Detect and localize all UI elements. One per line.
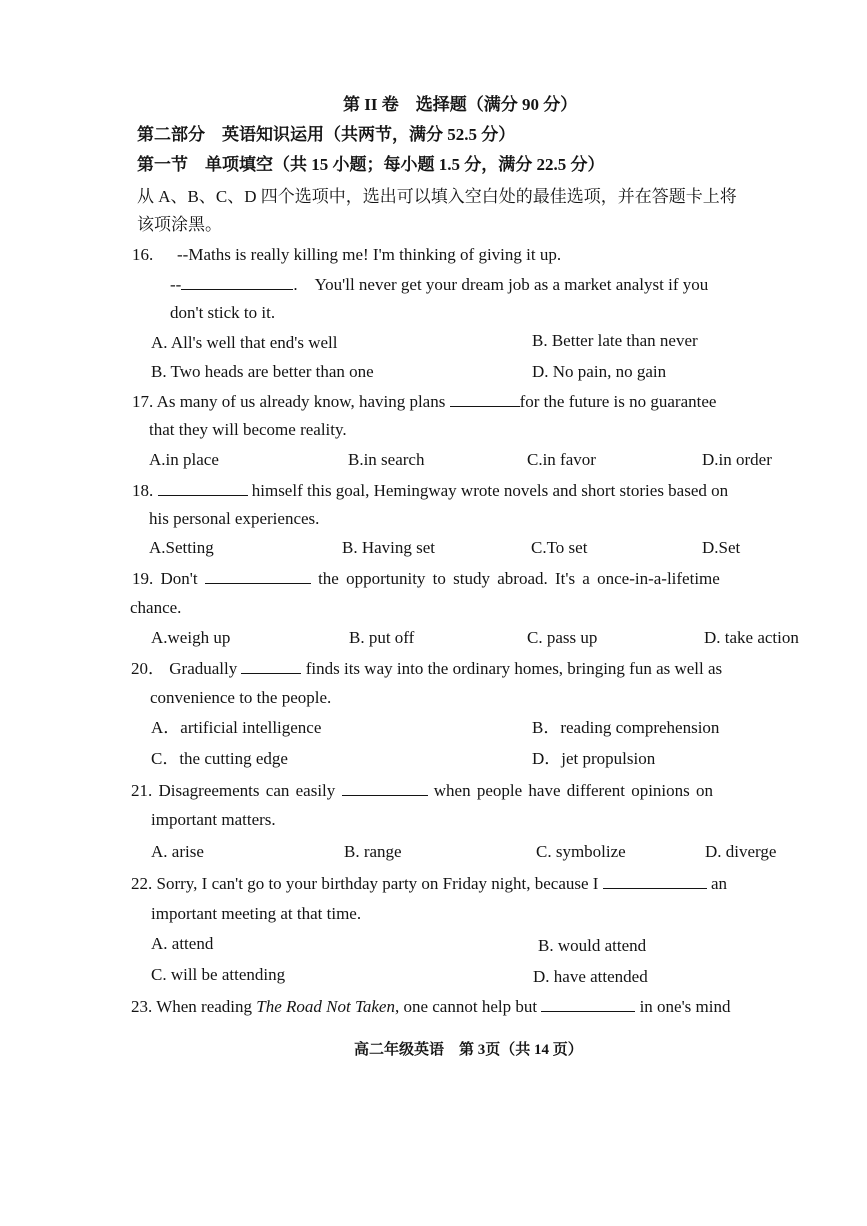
option-c: C.To set — [531, 538, 588, 557]
question-text: himself this goal, Hemingway wrote novels and short stories based on — [251, 481, 729, 500]
option-c: C.in favor — [527, 450, 596, 469]
question-number: 20． — [131, 659, 165, 678]
option-b: B. range — [344, 842, 402, 861]
answer-blank — [241, 657, 301, 674]
question-number: 21. — [131, 781, 153, 800]
question-text: the opportunity to study abroad. It's a once-in-a-lifetime — [318, 569, 720, 588]
answer-blank — [158, 479, 248, 496]
option-c: C. will be attending — [151, 965, 286, 984]
question-text: finds its way into the ordinary homes, bringing fun as well as — [305, 659, 723, 678]
question-stem-line2: that they will become reality. — [149, 420, 347, 439]
question-stem: --Maths is really killing me! I'm thinking of giving it up. — [177, 245, 562, 264]
question-number: 17. — [132, 392, 154, 411]
answer-blank — [205, 567, 311, 584]
question-stem-line2: important meeting at that time. — [151, 904, 362, 923]
question-text: Don't — [160, 569, 198, 588]
option-b: B.in search — [348, 450, 425, 469]
question-text: . You'll never get your dream job as a market analyst if you — [293, 275, 709, 294]
question-stem-line3: don't stick to it. — [170, 303, 276, 322]
question-number: 18. — [132, 481, 154, 500]
option-a: A．artificial intelligence — [151, 718, 322, 737]
option-d: D．jet propulsion — [532, 749, 656, 768]
question-number: 23. — [131, 997, 153, 1016]
option-d: D.Set — [702, 538, 741, 557]
question-text: When reading — [156, 997, 257, 1016]
question-stem — [131, 872, 727, 895]
question-text: in one's mind — [639, 997, 731, 1016]
option-a: A.Setting — [149, 538, 214, 557]
option-d: D. take action — [704, 628, 799, 647]
question-stem-line2: his personal experiences. — [149, 509, 320, 528]
question-stem-line2: important matters. — [151, 810, 276, 829]
option-b: B. Having set — [342, 538, 436, 557]
option-b: B. put off — [349, 628, 415, 647]
option-d: D.in order — [702, 450, 772, 469]
question-stem-line2 — [170, 273, 708, 296]
question-text: , one cannot help but — [394, 997, 538, 1016]
poem-title: The Road Not Taken — [256, 997, 395, 1016]
instructions-line2: 该项涂黑。 — [137, 215, 222, 234]
question-stem-line2: chance. — [130, 598, 182, 617]
option-c: C．the cutting edge — [151, 749, 288, 768]
option-b: B. would attend — [538, 936, 647, 955]
answer-blank — [181, 273, 293, 290]
question-text: Sorry, I can't go to your birthday party on Friday night, because I — [156, 874, 599, 893]
question-number: 22. — [131, 874, 153, 893]
answer-blank — [342, 779, 428, 796]
option-a: A.in place — [149, 450, 219, 469]
answer-blank — [450, 390, 520, 407]
option-b: B．reading comprehension — [532, 718, 720, 737]
instructions-line1: 从 A、B、C、D 四个选项中，选出可以填入空白处的最佳选项，并在答题卡上将 — [137, 187, 737, 206]
question-text: As many of us already know, having plans — [156, 392, 446, 411]
question-text: when people have different opinions on — [433, 781, 714, 800]
answer-blank — [603, 872, 707, 889]
page-footer: 高二年级英语 第 3页（共 14 页） — [354, 1042, 583, 1058]
option-d: D. diverge — [705, 842, 777, 861]
question-stem — [131, 995, 730, 1018]
question-text: an — [710, 874, 728, 893]
option-a: A. attend — [151, 934, 214, 953]
question-number: 19. — [132, 569, 154, 588]
option-c: C. symbolize — [536, 842, 626, 861]
question-number: 16. — [132, 245, 154, 264]
section-header: 第一节 单项填空（共 15 小题；每小题 1.5 分，满分 22.5 分） — [137, 155, 605, 174]
question-text: Disagreements can easily — [158, 781, 336, 800]
question-stem-line2: convenience to the people. — [150, 688, 332, 707]
option-a: A.weigh up — [151, 628, 231, 647]
question-text: for the future is no guarantee — [519, 392, 717, 411]
option-d: D. No pain, no gain — [532, 362, 667, 381]
volume-header: 第 II 卷 选择题（满分 90 分） — [343, 95, 578, 114]
question-stem — [131, 657, 722, 680]
answer-blank — [541, 995, 635, 1012]
question-stem — [131, 779, 713, 802]
option-d: D. have attended — [533, 967, 648, 986]
option-c: B. Two heads are better than one — [151, 362, 374, 381]
option-b: B. Better late than never — [532, 331, 698, 350]
question-text: Gradually — [169, 659, 238, 678]
part-header: 第二部分 英语知识运用（共两节，满分 52.5 分） — [137, 125, 516, 144]
option-a: A. arise — [151, 842, 204, 861]
option-c: C. pass up — [527, 628, 598, 647]
question-stem — [132, 567, 720, 590]
question-stem — [132, 390, 716, 413]
option-a: A. All's well that end's well — [151, 333, 338, 352]
question-stem — [132, 479, 728, 502]
dialogue-dash: -- — [170, 275, 182, 294]
